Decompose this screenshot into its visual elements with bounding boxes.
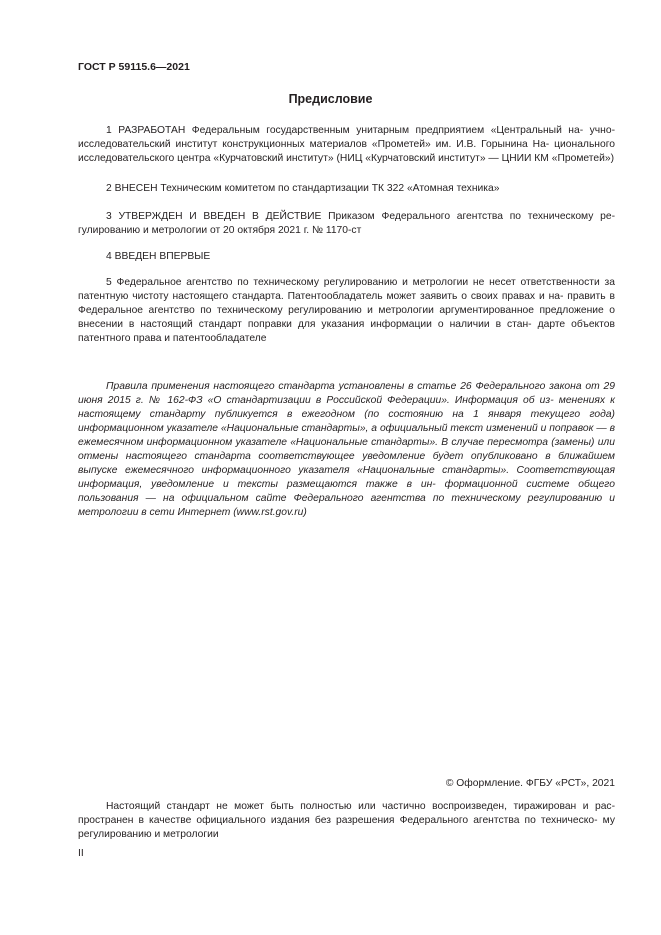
page-number: II xyxy=(78,848,84,859)
preface-item-3: 3 УТВЕРЖДЕН И ВВЕДЕН В ДЕЙСТВИЕ Приказом Федерального агентства по техническому ре- гулированию и метрологии от 20 октября 2021 г. № 1170-ст xyxy=(78,211,615,236)
preface-item-4: 4 ВВЕДЕН ВПЕРВЫЕ xyxy=(106,251,211,262)
preface-item-1: 1 РАЗРАБОТАН Федеральным государственным унитарным предприятием «Центральный на- учно-исследовательский институт конструкционных материалов «Прометей» им. И.В. Горынина На- ционального исследовательского центра «Курчатовский институт» (НИЦ «Курчатовский институт» — ЦНИИ КМ «Прометей») xyxy=(78,125,615,164)
preface-item-5: 5 Федеральное агентство по техническому регулированию и метрологии не несет ответственности за патентную чистоту настоящего стандарта. Патентообладатель может заявить о своих правах и на- править в Федеральное агентство по техническому регулированию и метрологии аргументированное предложение о внесении в настоящий стандарт поправки для указания информации о наличии в стан- дарте объектов патентного права и патентообладателе xyxy=(78,277,615,344)
preface-item-2: 2 ВНЕСЕН Техническим комитетом по стандартизации ТК 322 «Атомная техника» xyxy=(106,183,500,194)
reproduction-note: Настоящий стандарт не может быть полностью или частично воспроизведен, тиражирован и рас- пространен в качестве официального издания без разрешения Федерального агентства по техническо- му регулированию и метрологии xyxy=(78,801,615,840)
copyright: © Оформление. ФГБУ «РСТ», 2021 xyxy=(445,778,615,789)
rules-note: Правила применения настоящего стандарта установлены в статье 26 Федерального закона от 29 июня 2015 г. № 162-ФЗ «О стандартизации в Российской Федерации». Информация об из- менениях к настоящему стандарту публикуется в ежегодном (по состоянию на 1 января текущего года) информационном указателе «Национальные стандарты», а официальный текст изменений и поправок — в ежемесячном информационном указателе «Национальные стандарты». В случае пересмотра (замены) или отмены настоящего стандарта соответствующее уведомление будет опубликовано в ближайшем выпуске ежемесячного информационного указателя «Национальные стандарты». Соответствующая информация, уведомление и тексты размещаются также в ин- формационной системе общего пользования — на официальном сайте Федерального агентства по техническому регулированию и метрологии в сети Интернет (www.rst.gov.ru) xyxy=(78,381,615,518)
page-title: Предисловие xyxy=(288,92,373,106)
doc-code: ГОСТ Р 59115.6—2021 xyxy=(78,61,190,73)
